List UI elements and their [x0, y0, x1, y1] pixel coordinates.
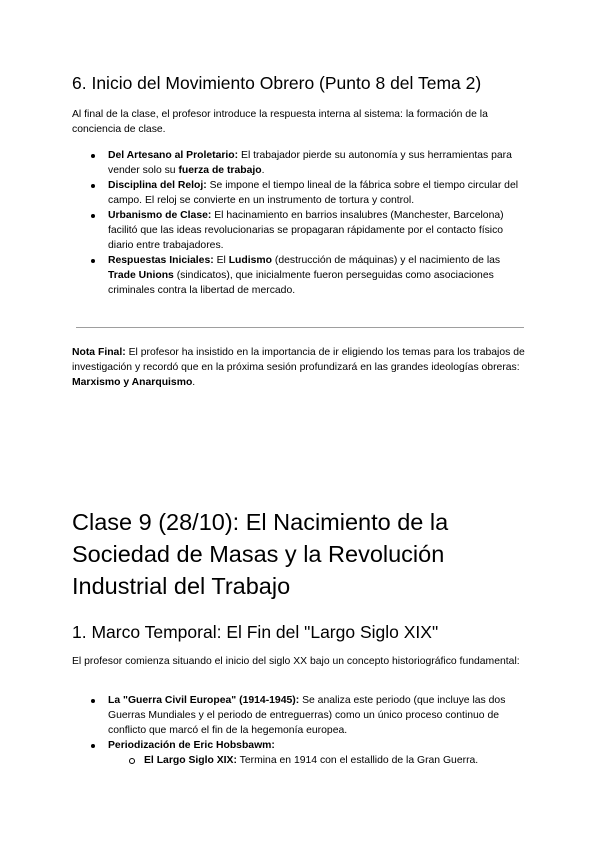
list-item-text: (destrucción de máquinas) y el nacimiento de las: [272, 255, 501, 266]
bullet-icon: [91, 214, 95, 218]
list-item-term: Urbanismo de Clase:: [108, 210, 212, 221]
final-note-bold: Marxismo y Anarquismo: [72, 377, 193, 388]
list-item-term: Del Artesano al Proletario:: [108, 150, 239, 161]
list-item-term: Disciplina del Reloj:: [108, 180, 207, 191]
list-item: [108, 253, 528, 298]
list-item-term: La "Guerra Civil Europea" (1914-1945):: [108, 695, 300, 706]
final-note-label: Nota Final:: [72, 347, 126, 358]
section-1-heading: 1. Marco Temporal: El Fin del "Largo Siglo XIX": [72, 622, 439, 642]
bullet-icon: [91, 184, 95, 188]
final-note-text: El profesor ha insistido en la importancia de ir eligiendo los temas para los trabajos de investigación y recordó que en la próxima sesión profundizará en las grandes ideologías obreras:: [72, 347, 525, 373]
bullet-icon: [91, 259, 95, 263]
list-item-text: El hacinamiento en barrios insalubres (Manchester, Barcelona) facilitó que las ideas revolucionarias se propagaran rápidamente por el contacto físico diario entre trabajadores.: [108, 210, 504, 251]
final-note: [72, 345, 528, 390]
list-item-term: Respuestas Iniciales:: [108, 255, 214, 266]
section-6-heading: 6. Inicio del Movimiento Obrero (Punto 8 del Tema 2): [72, 73, 482, 93]
bullet-icon: [91, 154, 95, 158]
list-item-text: (sindicatos), que inicialmente fueron perseguidas como asociaciones criminales contra la libertad de mercado.: [108, 270, 494, 296]
section-1-list: [108, 693, 528, 768]
clase-9-title: Clase 9 (28/10): El Nacimiento de la Sociedad de Masas y la Revolución Industrial del Trabajo: [72, 509, 449, 599]
list-item-bold: Ludismo: [228, 255, 272, 266]
list-item-term: Periodización de Eric Hobsbawm:: [108, 740, 275, 751]
list-item-tail: .: [261, 165, 265, 176]
list-item: [108, 693, 528, 738]
list-item-text: Se impone el tiempo lineal de la fábrica sobre el tiempo circular del campo. El reloj se convierte en un instrumento de tortura y control.: [108, 180, 519, 206]
list-item: [108, 148, 528, 178]
list-item: [108, 738, 528, 768]
list-item: [108, 178, 528, 208]
horizontal-divider: [76, 327, 524, 328]
bullet-icon: [91, 699, 95, 703]
sub-list-item-text: Termina en 1914 con el estallido de la Gran Guerra.: [236, 755, 479, 766]
section-6-list: [108, 148, 528, 298]
hollow-bullet-icon: [129, 758, 135, 764]
sub-list-item-term: El Largo Siglo XIX:: [144, 755, 237, 766]
section-1-intro: El profesor comienza situando el inicio del siglo XX bajo un concepto historiográfico fundamental:: [72, 656, 520, 667]
section-6-intro: Al final de la clase, el profesor introduce la respuesta interna al sistema: la formación de la conciencia de clase.: [72, 109, 488, 135]
list-item-text: Se analiza este periodo (que incluye las dos Guerras Mundiales y el periodo de entreguerras) como un único proceso continuo de conflicto que marcó el fin de la hegemonía europea.: [108, 695, 506, 736]
list-item-bold: fuerza de trabajo: [178, 165, 262, 176]
list-item: [108, 208, 528, 253]
final-note-tail: .: [192, 377, 196, 388]
list-item-text: El: [213, 255, 229, 266]
list-item-bold: Trade Unions: [108, 270, 174, 281]
sub-list: [144, 753, 528, 768]
bullet-icon: [91, 744, 95, 748]
list-item-text: El trabajador pierde su autonomía y sus herramientas para vender solo su: [108, 150, 512, 176]
sub-list-item: [144, 753, 528, 768]
